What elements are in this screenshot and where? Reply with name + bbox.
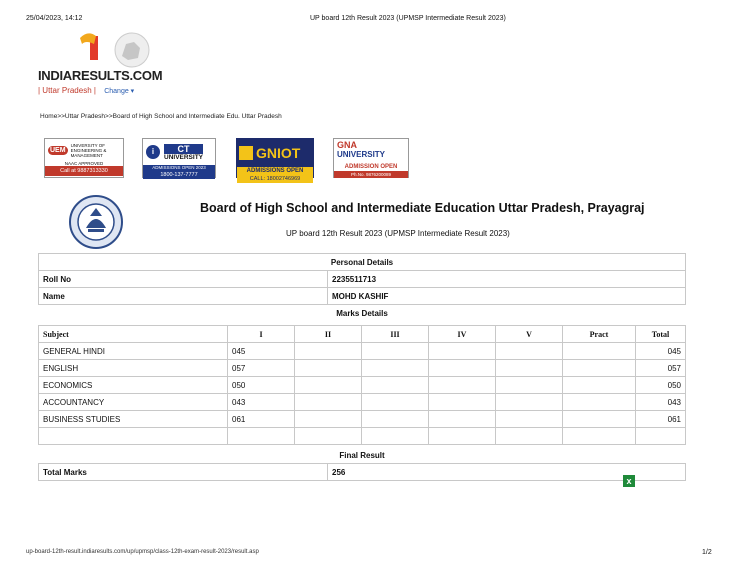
result-subtitle: UP board 12th Result 2023 (UPMSP Intermediate Result 2023) — [286, 229, 510, 238]
subject-cell: GENERAL HINDI — [39, 343, 228, 360]
subject-cell: BUSINESS STUDIES — [39, 411, 228, 428]
subject-cell: ACCOUNTANCY — [39, 394, 228, 411]
col-subject: Subject — [39, 326, 228, 343]
col-III: III — [362, 326, 429, 343]
marks-I-cell: 061 — [228, 411, 295, 428]
marks-I-cell: 050 — [228, 377, 295, 394]
col-I: I — [228, 326, 295, 343]
col-II: II — [295, 326, 362, 343]
ad-uem-call: Call at 9887313330 — [45, 166, 123, 176]
roll-no-value: 2235511713 — [328, 271, 686, 288]
ad-gna-university-label: UNIVERSITY — [337, 150, 386, 159]
total-cell: 045 — [636, 343, 686, 360]
marks-I-cell: 045 — [228, 343, 295, 360]
excel-export-icon[interactable]: x — [623, 475, 635, 487]
ad-gniot-emblem-icon — [239, 146, 253, 160]
total-cell: 043 — [636, 394, 686, 411]
total-cell: 061 — [636, 411, 686, 428]
print-page-number: 1/2 — [702, 549, 712, 556]
ad-ct-admissions: ADMISSIONS OPEN 2023 — [143, 165, 215, 171]
change-state-link[interactable]: Change ▾ — [104, 88, 135, 95]
state-name: | Uttar Pradesh | — [38, 86, 96, 95]
table-row — [39, 377, 686, 394]
table-row — [39, 464, 686, 481]
ad-uem-logo: UEM — [50, 146, 66, 154]
table-row — [39, 411, 686, 428]
ad-uem-naac: NAAC APPROVED — [64, 161, 104, 166]
table-row — [39, 271, 686, 288]
ad-ct-university[interactable] — [142, 138, 216, 178]
ad-gna-logo: GNA — [337, 140, 357, 150]
total-cell: 057 — [636, 360, 686, 377]
subject-cell: ENGLISH — [39, 360, 228, 377]
ad-gniot-admissions: ADMISSIONS OPEN — [237, 167, 313, 175]
site-logo-text: INDIARESULTS.COM — [38, 68, 163, 83]
breadcrumb[interactable]: Home>>Uttar Pradesh>>Board of High School and Intermediate Edu. Uttar Pradesh — [40, 113, 282, 120]
state-selector — [38, 86, 134, 95]
personal-details-table — [38, 253, 686, 321]
table-row — [39, 360, 686, 377]
ad-uem-line2: ENGINEERING & MANAGEMENT — [70, 147, 107, 158]
total-cell: 050 — [636, 377, 686, 394]
final-result-heading: Final Result — [339, 450, 385, 460]
ad-gna-university[interactable] — [333, 138, 409, 178]
total-marks-label: Total Marks — [39, 464, 328, 481]
final-result-table — [38, 447, 686, 481]
name-value: MOHD KASHIF — [328, 288, 686, 305]
marks-details-heading: Marks Details — [336, 308, 388, 318]
ad-uem-line1: UNIVERSITY OF — [70, 142, 105, 148]
table-row — [39, 343, 686, 360]
ad-ct-emblem-icon: i — [146, 145, 160, 159]
marks-I-cell: 057 — [228, 360, 295, 377]
ad-gniot[interactable] — [236, 138, 314, 182]
name-label: Name — [39, 288, 328, 305]
ad-gniot-call: CALL: 18002746969 — [237, 175, 313, 183]
print-title: UP board 12th Result 2023 (UPMSP Intermediate Result 2023) — [310, 15, 506, 22]
logo-graphic-icon — [36, 30, 166, 70]
col-V: V — [496, 326, 563, 343]
up-government-emblem-icon — [68, 194, 124, 250]
print-datetime: 25/04/2023, 14:12 — [26, 15, 83, 22]
table-row-empty — [39, 428, 686, 445]
marks-table — [38, 325, 686, 445]
table-row — [39, 394, 686, 411]
board-title: Board of High School and Intermediate Education Uttar Pradesh, Prayagraj — [200, 201, 645, 215]
marks-I-cell: 043 — [228, 394, 295, 411]
total-marks-value: 256 — [328, 464, 686, 481]
ad-ct-phone: 1800-137-7777 — [143, 171, 215, 179]
col-total: Total — [636, 326, 686, 343]
personal-details-heading: Personal Details — [39, 254, 686, 271]
ad-gna-admission: ADMISSION OPEN — [344, 164, 398, 170]
table-row — [39, 288, 686, 305]
print-url: up-board-12th-result.indiaresults.com/up/upmsp/class-12th-exam-result-2023/result.asp — [26, 549, 259, 555]
ad-gna-phone: Ph.No. 9876200089 — [334, 171, 408, 178]
subject-cell: ECONOMICS — [39, 377, 228, 394]
col-IV: IV — [429, 326, 496, 343]
marks-header-row — [39, 326, 686, 343]
ad-ct-logo: CT — [164, 144, 203, 154]
roll-no-label: Roll No — [39, 271, 328, 288]
col-pract: Pract — [563, 326, 636, 343]
ad-ct-university-label: UNIVERSITY — [164, 153, 204, 161]
ad-uem[interactable] — [44, 138, 124, 178]
ad-gniot-logo: GNIOT — [256, 145, 301, 161]
